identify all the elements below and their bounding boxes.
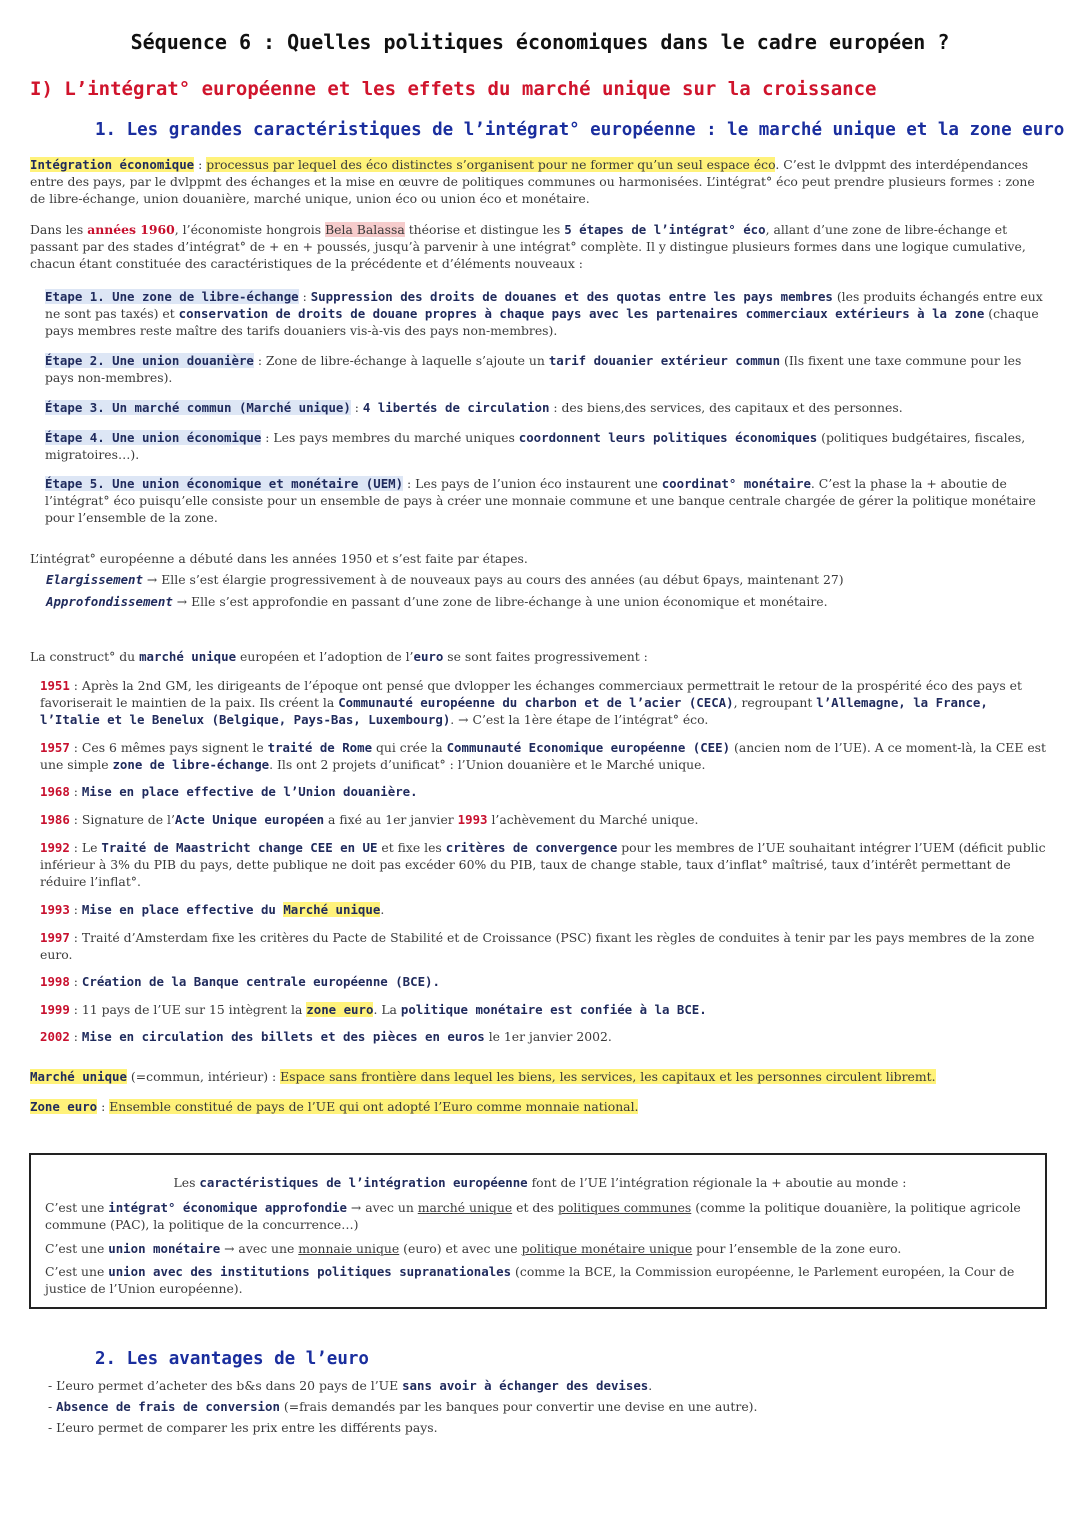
box-line-3: C’est une union avec des institutions politiques supranationales (comme la BCE, la Commission européenne, le Parlement européen, la Cour de justice de l’Union européenne). — [45, 1264, 1015, 1296]
definition-marche-unique: Marché unique (=commun, intérieur) : Espace sans frontière dans lequel les biens, les services, les capitaux et les personnes circulent libremt. — [30, 1069, 936, 1084]
step-2: Étape 2. Une union douanière : Zone de libre-échange à laquelle s’ajoute un tarif douanier extérieur commun (Ils fixent une taxe commune pour les pays non-membres). — [45, 353, 1022, 385]
balassa-paragraph: Dans les années 1960, l’économiste hongrois Bela Balassa théorise et distingue les 5 étapes de l’intégrat° éco, allant d’une zone de libre-échange et passant par des stades d’intégrat° de + en + poussés, jusqu’à parvenir à une intégrat° complète. Il y distingue plusieurs formes dans une logique cumulative, chacun étant constituée des caractéristiques de la précédente et d’éléments nouveaux : — [30, 222, 1026, 271]
step-4: Étape 4. Une union économique : Les pays membres du marché uniques coordonnent leurs politiques économiques (politiques budgétaires, fiscales, migratoires…). — [45, 430, 1026, 462]
timeline-2002: 2002 : Mise en circulation des billets et des pièces en euros le 1er janvier 2002. — [40, 1029, 612, 1044]
approfondissement-line: Approfondissement → Elle s’est approfondie en passant d’une zone de libre-échange à une union économique et monétaire. — [46, 594, 828, 609]
subsection-heading-2: 2. Les avantages de l’euro — [95, 1349, 369, 1369]
definition-integration: Intégration économique : processus par lequel des éco distinctes s’organisent pour ne former qu’un seul espace éco. C’est le dvlppmt des interdépendances entre des pays, par le dvlppmt des échanges et la mise en œuvre de politiques communes ou harmonisées. L’intégrat° éco peut prendre plusieurs formes : zone de libre-échange, union douanière, marché unique, union éco ou union éco et monétaire. — [30, 157, 1035, 206]
timeline-1968: 1968 : Mise en place effective de l’Union douanière. — [40, 784, 418, 799]
years-1960: années 1960 — [87, 222, 175, 237]
definition-text: processus par lequel des éco distinctes s’organisent pour ne former qu’un seul espace éco — [206, 157, 776, 172]
summary-box — [29, 1153, 1047, 1309]
timeline-1997: 1997 : Traité d’Amsterdam fixe les critères du Pacte de Stabilité et de Croissance (PSC) fixant les règles de conduites à tenir par les pays membres de la zone euro. — [40, 930, 1035, 962]
advantage-1: - L’euro permet d’acheter des b&s dans 20 pays de l’UE sans avoir à échanger des devises. — [48, 1378, 653, 1393]
construction-intro: La construct° du marché unique européen et l’adoption de l’euro se sont faites progressivement : — [30, 649, 648, 664]
box-line-1: C’est une intégrat° économique approfondie → avec un marché unique et des politiques communes (comme la politique douanière, la politique agricole commune (PAC), la politique de la concurrence…) — [45, 1200, 1021, 1232]
box-line-2: C’est une union monétaire → avec une monnaie unique (euro) et avec une politique monétaire unique pour l’ensemble de la zone euro. — [45, 1241, 902, 1256]
definition-zone-euro: Zone euro : Ensemble constitué de pays de l’UE qui ont adopté l’Euro comme monnaie national. — [30, 1099, 639, 1114]
five-steps: 5 étapes de l’intégrat° éco — [564, 222, 766, 237]
balassa-name: Bela Balassa — [325, 222, 405, 237]
integration-start: L’intégrat° européenne a débuté dans les années 1950 et s’est faite par étapes. — [30, 551, 528, 566]
elargissement-line: Elargissement → Elle s’est élargie progressivement à de nouveaux pays au cours des années (au début 6pays, maintenant 27) — [46, 572, 844, 587]
box-intro: Les caractéristiques de l’intégration européenne font de l’UE l’intégration régionale la + aboutie au monde : — [173, 1175, 907, 1190]
timeline-1951: 1951 : Après la 2nd GM, les dirigeants de l’époque ont pensé que dvlopper les échanges commerciaux permettrait le retour de la prospérité éco des pays et favoriserait le maintien de la paix. Ils créent la Communauté européenne du charbon et de l’acier (CECA), regroupant l’Allemagne, la France, l’Italie et le Benelux (Belgique, Pays-Bas, Luxembourg). → C’est la 1ère étape de l’intégrat° éco. — [40, 678, 1022, 727]
timeline-1986: 1986 : Signature de l’Acte Unique européen a fixé au 1er janvier 1993 l’achèvement du Marché unique. — [40, 812, 699, 827]
step-3: Étape 3. Un marché commun (Marché unique) : 4 libertés de circulation : des biens,des services, des capitaux et des personnes. — [45, 400, 903, 415]
step-5: Étape 5. Une union économique et monétaire (UEM) : Les pays de l’union éco instaurent une coordinat° monétaire. C’est la phase la + aboutie de l’intégrat° éco puisqu’elle consiste pour un ensemble de pays à créer une monnaie commune et une banque centrale chargée de gérer la politique monétaire pour l’ensemble de la zone. — [45, 476, 1036, 525]
timeline-1992: 1992 : Le Traité de Maastricht change CEE en UE et fixe les critères de convergence pour les membres de l’UE souhaitant intégrer l’UEM (déficit public inférieur à 3% du PIB du pays, dette publique ne doit pas excéder 60% du PIB, taux de change stable, taux d’inflat° maîtrisé, taux d’intérêt permettant de réduire l’inflat°. — [40, 840, 1046, 889]
section-heading-1: I) L’intégrat° européenne et les effets du marché unique sur la croissance — [30, 78, 877, 100]
timeline-1993: 1993 : Mise en place effective du Marché unique. — [40, 902, 385, 917]
timeline-1957: 1957 : Ces 6 mêmes pays signent le traité de Rome qui crée la Communauté Economique européenne (CEE) (ancien nom de l’UE). A ce moment-là, la CEE est une simple zone de libre-échange. Ils ont 2 projets d’unificat° : l’Union douanière et le Marché unique. — [40, 740, 1047, 772]
advantage-2: - Absence de frais de conversion (=frais demandés par les banques pour convertir une devise en une autre). — [48, 1399, 758, 1414]
timeline-1998: 1998 : Création de la Banque centrale européenne (BCE). — [40, 974, 440, 989]
step-1: Etape 1. Une zone de libre-échange : Suppression des droits de douanes et des quotas entre les pays membres (les produits échangés entre eux ne sont pas taxés) et conservation de droits de douane propres à chaque pays avec les partenaires commerciaux extérieurs à la zone (chaque pays membres reste maître des tarifs douaniers vis-à-vis des pays non-membres). — [45, 289, 1043, 338]
timeline-1999: 1999 : 11 pays de l’UE sur 15 intègrent la zone euro. La politique monétaire est confiée à la BCE. — [40, 1002, 707, 1017]
page-title: Séquence 6 : Quelles politiques économiques dans le cadre européen ? — [130, 30, 950, 54]
term-integration: Intégration économique — [30, 157, 195, 172]
advantage-3: - L’euro permet de comparer les prix entre les différents pays. — [48, 1420, 438, 1435]
subsection-heading-1: 1. Les grandes caractéristiques de l’intégrat° européenne : le marché unique et la zone euro — [95, 120, 1065, 140]
